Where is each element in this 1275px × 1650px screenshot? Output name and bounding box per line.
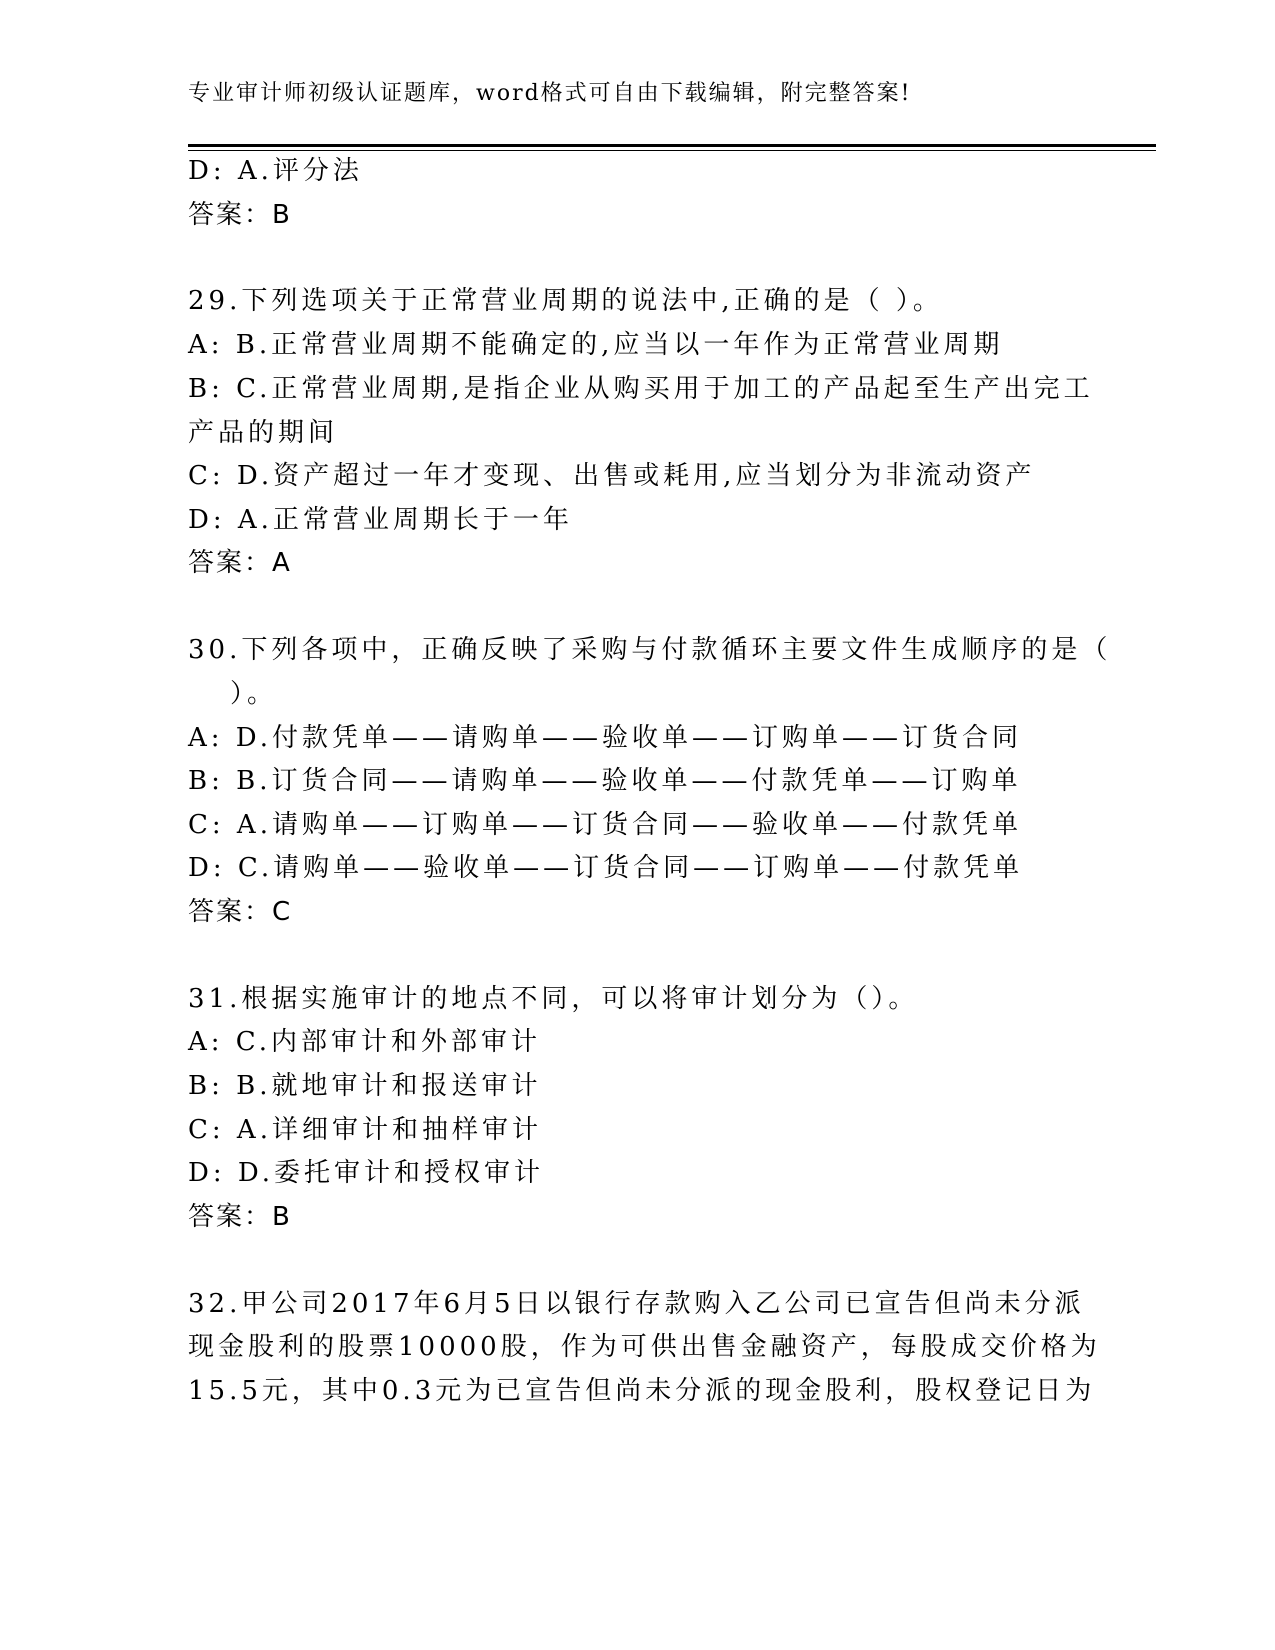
option-line: B: C.正常营业周期,是指企业从购买用于加工的产品起至生产出完工 <box>188 374 1094 404</box>
answer-line: 答案：B <box>188 200 292 230</box>
option-line: D: A.评分法 <box>188 156 363 186</box>
answer-line: 答案：C <box>188 897 293 927</box>
question-text: 现金股利的股票10000股，作为可供出售金融资产，每股成交价格为 <box>188 1332 1101 1362</box>
option-line: 产品的期间 <box>188 418 339 448</box>
option-line: B: B.订货合同——请购单——验收单——付款凭单——订购单 <box>188 766 1022 796</box>
option-line: A: D.付款凭单——请购单——验收单——订购单——订货合同 <box>188 723 1022 753</box>
question-text-continued: ）。 <box>230 679 278 709</box>
question-text: 30.下列各项中，正确反映了采购与付款循环主要文件生成顺序的是（ <box>188 635 1112 665</box>
option-line: C: A.请购单——订购单——订货合同——验收单——付款凭单 <box>188 810 1022 840</box>
page-header: 专业审计师初级认证题库，word格式可自由下载编辑，附完整答案! <box>188 81 912 106</box>
option-line: D: A.正常营业周期长于一年 <box>188 505 573 535</box>
answer-line: 答案：A <box>188 548 292 578</box>
header-rule-thick <box>188 144 1156 147</box>
question-text: 32.甲公司2017年6月5日以银行存款购入乙公司已宣告但尚未分派 <box>188 1289 1085 1319</box>
question-text: 31.根据实施审计的地点不同，可以将审计划分为（）。 <box>188 984 919 1014</box>
answer-line: 答案：B <box>188 1202 292 1232</box>
question-text: 29.下列选项关于正常营业周期的说法中,正确的是（ ）。 <box>188 286 943 316</box>
option-line: D: C.请购单——验收单——订货合同——订购单——付款凭单 <box>188 853 1024 883</box>
header-rule-thin <box>188 150 1156 151</box>
option-line: A: C.内部审计和外部审计 <box>188 1027 542 1057</box>
question-text: 15.5元，其中0.3元为已宣告但尚未分派的现金股利，股权登记日为 <box>188 1376 1096 1406</box>
option-line: D: D.委托审计和授权审计 <box>188 1158 545 1188</box>
option-line: C: D.资产超过一年才变现、出售或耗用,应当划分为非流动资产 <box>188 461 1036 491</box>
option-line: B: B.就地审计和报送审计 <box>188 1071 542 1101</box>
option-line: A: B.正常营业周期不能确定的,应当以一年作为正常营业周期 <box>188 330 1004 360</box>
option-line: C: A.详细审计和抽样审计 <box>188 1115 542 1145</box>
